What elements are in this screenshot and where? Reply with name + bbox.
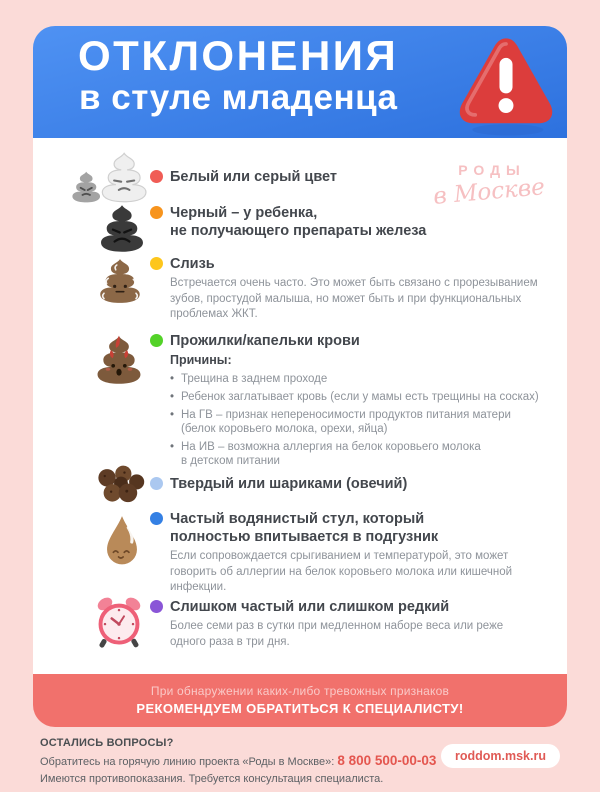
list-item-hard [33, 475, 567, 493]
cause-item: • На ИВ – возможна аллергия на белок коровьего молока в детском питании [170, 440, 541, 468]
item-title: Слишком частый или слишком редкий [170, 599, 450, 615]
bullet-dot [150, 512, 163, 525]
mucus-poop-icon [93, 257, 147, 305]
site-badge[interactable]: roddom.msk.ru [441, 744, 560, 768]
hard-pellets-icon [92, 462, 150, 511]
list-item-watery [33, 510, 567, 596]
warning-triangle-icon [450, 30, 562, 140]
page-subtitle: в стуле младенца [79, 78, 398, 117]
list-item-mucus [33, 255, 567, 323]
item-title: Частый водянистый стул, который полностью впитывается в подгузник [170, 511, 439, 545]
logo-text-top: РОДЫ [458, 162, 526, 178]
item-title: Черный – у ребенка, не получающего препараты железа [170, 205, 427, 239]
alert-banner [33, 674, 567, 727]
item-description: Если сопровождается срыгиванием и температурой, это может говорить об аллергии на белок коровьего молока или кишечной инфекции. [170, 550, 513, 593]
list-item-frequency [33, 598, 567, 650]
gray-white-poop-icon [66, 151, 154, 210]
content-card [33, 138, 567, 674]
item-description: Встречается очень часто. Это может быть связано с прорезыванием зубов, простудой малыша, но может быть и при функциональных проблемах ЖКТ. [170, 277, 538, 320]
bullet-dot [150, 206, 163, 219]
bullet-dot [150, 600, 163, 613]
causes-subheading: Причины: [170, 353, 232, 367]
black-poop-icon [93, 203, 151, 254]
bullet-dot [150, 257, 163, 270]
hotline-phone-number[interactable]: 8 800 500-00-03 [337, 753, 437, 768]
disclaimer-text: Имеются противопоказания. Требуется консультация специалиста. [40, 773, 384, 785]
list-item-black-color [33, 204, 567, 240]
page-title: ОТКЛОНЕНИЯ [78, 32, 399, 79]
bullet-dot [150, 170, 163, 183]
item-description: Более семи раз в сутки при медленном наборе веса или реже одного раза в три дня. [170, 620, 504, 648]
item-title: Белый или серый цвет [170, 169, 338, 185]
footer [40, 737, 560, 785]
cause-item: • Трещина в заднем проходе [170, 372, 541, 386]
cause-item: • На ГВ – признак непереносимости продуктов питания матери (белок коровьего молока, орехи, яйца) [170, 408, 541, 436]
water-drop-icon [99, 512, 145, 572]
item-title: Твердый или шариками (овечий) [170, 476, 408, 492]
list-item-blood [33, 332, 567, 472]
questions-heading: ОСТАЛИСЬ ВОПРОСЫ? [40, 737, 174, 749]
hotline-label: Обратитесь на горячую линию проекта «Роды в Москве»: [40, 756, 338, 768]
header-banner [33, 26, 567, 138]
cause-item: • Ребенок заглатывает кровь (если у мамы есть трещины на сосках) [170, 390, 541, 404]
alert-banner-line2: РЕКОМЕНДУЕМ ОБРАТИТЬСЯ К СПЕЦИАЛИСТУ! [136, 701, 464, 716]
item-title: Прожилки/капельки крови [170, 333, 360, 349]
alarm-clock-icon [90, 595, 148, 651]
blood-poop-icon [90, 333, 148, 387]
item-title: Слизь [170, 256, 215, 272]
logo-text-script: в Москве [432, 174, 546, 210]
bullet-dot [150, 334, 163, 347]
alert-banner-line1: При обнаружении каких-либо тревожных признаков [150, 684, 450, 698]
list-item-white-gray-color [33, 168, 567, 186]
causes-list [170, 372, 541, 468]
bullet-dot [150, 477, 163, 490]
